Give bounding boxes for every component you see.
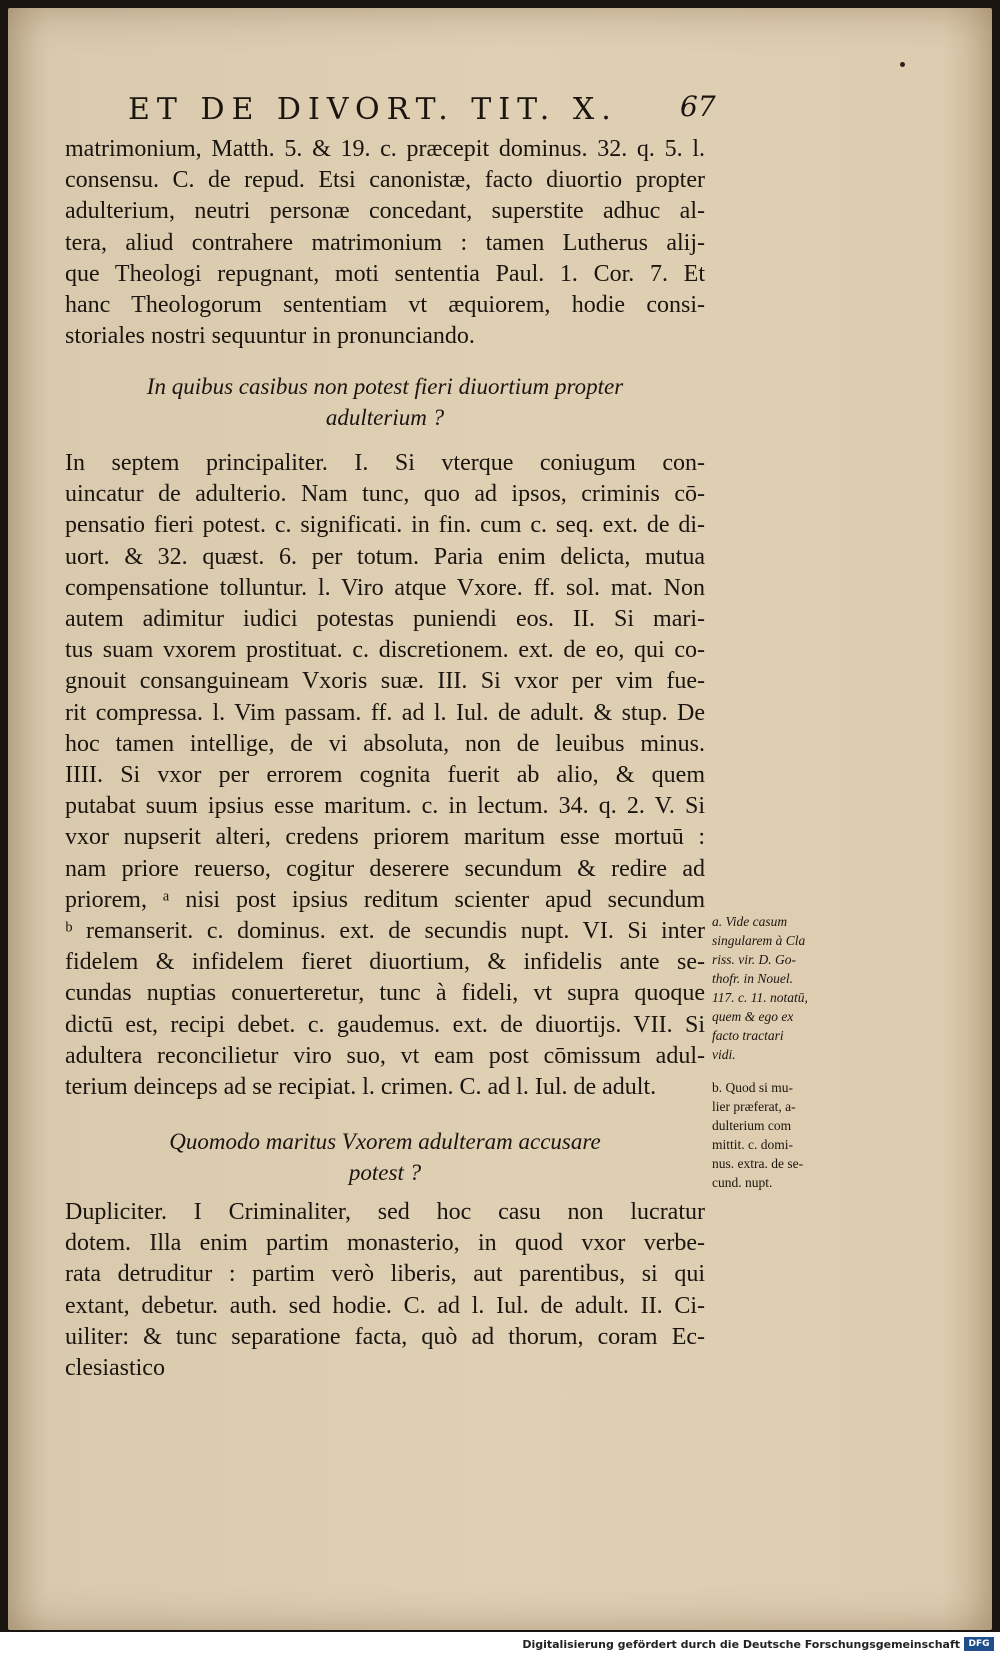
body-line: extant, debetur. auth. sed hodie. C. ad l. Iul. de adult. II. Ci-	[65, 1292, 705, 1319]
body-line: gnouit consanguineam Vxoris suæ. III. Si vxor per vim fue-	[65, 668, 705, 695]
margin-note-line: a. Vide casum	[712, 914, 788, 929]
heading-line: Quomodo maritus Vxorem adulteram accusare	[169, 1129, 601, 1154]
body-line: tus suam vxorem prostituat. c. discretionem. ext. de eo, qui co-	[65, 637, 705, 664]
margin-note-line: mittit. c. domi-	[712, 1137, 793, 1152]
footer-credit: Digitalisierung gefördert durch die Deutsche Forschungsgemeinschaft	[522, 1638, 960, 1651]
body-line: rata detruditur : partim verò liberis, aut parentibus, si qui	[65, 1261, 705, 1288]
body-line: vxor nupserit alteri, credens priorem maritum esse mortuū :	[65, 824, 705, 851]
body-line: Dupliciter. I Criminaliter, sed hoc casu non lucratur	[65, 1199, 705, 1225]
dfg-logo: DFG	[964, 1637, 994, 1651]
page-number: 67	[680, 90, 716, 123]
body-line: storiales nostri sequuntur in pronunciando.	[65, 323, 475, 350]
body-line: autem adimitur iudici potestas puniendi eos. II. Si mari-	[65, 606, 705, 632]
margin-note-line: thofr. in Nouel.	[712, 971, 794, 986]
body-line: compensatione tolluntur. l. Viro atque Vxore. ff. sol. mat. Non	[65, 574, 705, 601]
ink-dot	[900, 62, 905, 67]
margin-note-line: 117. c. 11. notatū,	[712, 990, 808, 1005]
body-line: uort. & 32. quæst. 6. per totum. Paria enim delicta, mutua	[65, 543, 705, 570]
body-line: nam priore reuerso, cogitur deserere secundum & redire ad	[65, 855, 705, 882]
body-line: ᵇ remanserit. c. dominus. ext. de secundis nupt. VI. Si inter	[65, 918, 705, 944]
margin-note-line: dulterium com	[712, 1118, 792, 1133]
body-line: cundas nuptias conuerteretur, tunc à fideli, vt supra quoque	[65, 980, 705, 1007]
heading-line: potest ?	[348, 1160, 422, 1185]
body-line: rit compressa. l. Vim passam. ff. ad l. Iul. de adult. & stup. De	[65, 699, 705, 726]
body-line: fidelem & infidelem fieret diuortium, & infidelis ante se-	[65, 949, 705, 976]
margin-note-line: b. Quod si mu-	[712, 1080, 793, 1095]
body-line: priorem, ᵃ nisi post ipsius reditum scienter apud secundum	[65, 886, 705, 913]
body-line: dictū est, recipi debet. c. gaudemus. ext. de diuortijs. VII. Si	[65, 1011, 705, 1038]
body-line: adulterium, neutri personæ concedant, superstite adhuc al-	[65, 198, 705, 225]
heading-line: In quibus casibus non potest fieri diuortium propter	[146, 374, 624, 399]
margin-note-line: singularem à Cla	[712, 933, 806, 948]
margin-note-line: quem & ego ex	[712, 1009, 794, 1024]
body-line: hoc tamen intellige, de vi absoluta, non de leuibus minus.	[65, 730, 705, 757]
body-line: In septem principaliter. I. Si vterque coniugum con-	[65, 450, 705, 476]
body-line: uiliter: & tunc separatione facta, quò ad thorum, coram Ec-	[65, 1323, 705, 1350]
margin-note-line: nus. extra. de se-	[712, 1156, 804, 1171]
body-line: dotem. Illa enim partim monasterio, in quod vxor verbe-	[65, 1230, 705, 1257]
margin-note-line: riss. vir. D. Go-	[712, 952, 797, 967]
body-line: tera, aliud contrahere matrimonium : tamen Lutherus alij-	[65, 229, 705, 256]
margin-note-line: lier præferat, a-	[712, 1099, 796, 1114]
body-line: pensatio fieri potest. c. significati. in fin. cum c. seq. ext. de di-	[65, 512, 705, 539]
body-line: matrimonium, Matth. 5. & 19. c. præcepit dominus. 32. q. 5. l.	[65, 136, 705, 162]
body-line: terium deinceps ad se recipiat. l. crimen. C. ad l. Iul. de adult.	[65, 1074, 657, 1100]
body-line: adultera reconcilietur viro suo, vt eam post cōmissum adul-	[65, 1042, 705, 1069]
margin-note-line: vidi.	[712, 1047, 736, 1062]
margin-note-line: cund. nupt.	[712, 1175, 773, 1190]
body-line: clesiastico	[65, 1355, 165, 1381]
body-line: uincatur de adulterio. Nam tunc, quo ad ipsos, criminis cō-	[65, 481, 705, 508]
body-line: que Theologi repugnant, moti sententia Paul. 1. Cor. 7. Et	[65, 260, 705, 287]
body-line: hanc Theologorum sententiam vt æquiorem, hodie consi-	[65, 292, 705, 318]
running-head: ET DE DIVORT. TIT. X.	[128, 92, 618, 127]
margin-note-line: facto tractari	[712, 1028, 784, 1043]
body-line: consensu. C. de repud. Etsi canonistæ, facto diuortio propter	[65, 167, 705, 194]
body-line: IIII. Si vxor per errorem cognita fuerit ab alio, & quem	[65, 762, 705, 788]
heading-line: adulterium ?	[325, 405, 445, 430]
body-line: putabat suum ipsius esse maritum. c. in lectum. 34. q. 2. V. Si	[65, 793, 705, 820]
